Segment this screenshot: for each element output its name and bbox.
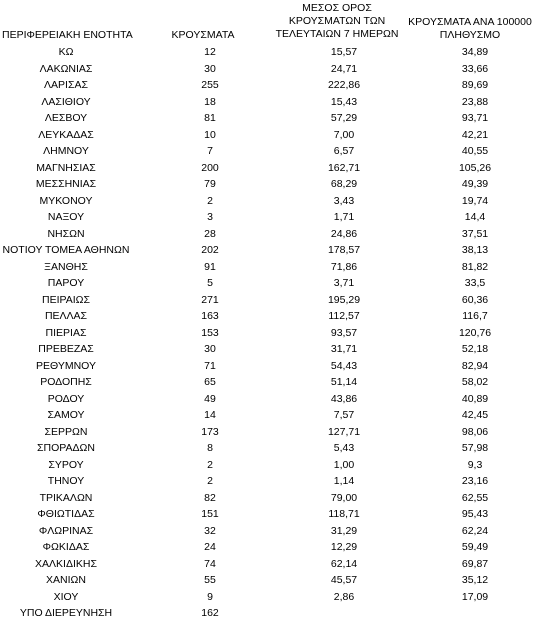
cell-per-100k: 52,18	[461, 343, 489, 356]
cell-cases: 2	[207, 475, 213, 488]
cell-region: ΧΑΝΙΩΝ	[46, 574, 86, 587]
cell-cases: 74	[204, 557, 216, 570]
cell-per-100k: 23,88	[461, 95, 489, 108]
cell-per-100k: 42,45	[461, 409, 489, 422]
table-row	[0, 275, 541, 292]
header-avg-line3: ΤΕΛΕΥΤΑΙΩΝ 7 ΗΜΕΡΩΝ	[275, 28, 399, 40]
cell-cases: 7	[207, 145, 213, 158]
header-avg-line1: ΜΕΣΟΣ ΟΡΟΣ	[302, 2, 372, 14]
cell-7day-average: 31,71	[330, 343, 358, 356]
cell-cases: 12	[204, 46, 216, 59]
cell-region: ΠΑΡΟΥ	[47, 277, 85, 290]
table-row	[0, 325, 541, 342]
header-cases: ΚΡΟΥΣΜΑΤΑ	[171, 29, 235, 41]
cell-7day-average: 162,71	[327, 161, 361, 174]
cell-per-100k: 89,69	[461, 79, 489, 92]
cell-7day-average: 15,57	[330, 46, 358, 59]
cell-per-100k: 60,36	[461, 293, 489, 306]
cell-7day-average: 79,00	[330, 491, 358, 504]
cell-per-100k: 81,82	[461, 260, 489, 273]
cell-per-100k: 57,98	[461, 442, 489, 455]
header-per-100k	[402, 16, 538, 42]
cell-per-100k: 14,4	[464, 211, 486, 224]
cell-region: ΛΑΣΙΘΙΟΥ	[41, 95, 91, 108]
cell-region: ΣΑΜΟΥ	[47, 409, 85, 422]
cell-7day-average: 178,57	[327, 244, 361, 257]
cell-7day-average: 222,86	[327, 79, 361, 92]
cell-per-100k: 33,5	[464, 277, 486, 290]
header-per-line2: ΠΛΗΘΥΣΜΟ	[439, 29, 501, 41]
table-row	[0, 523, 541, 540]
cell-cases: 200	[201, 161, 219, 174]
cell-7day-average: 62,14	[330, 557, 358, 570]
table-row	[0, 506, 541, 523]
cell-per-100k: 23,16	[461, 475, 489, 488]
table-row	[0, 424, 541, 441]
cell-per-100k: 37,51	[461, 227, 489, 240]
cell-region: ΦΛΩΡΙΝΑΣ	[38, 524, 94, 537]
cell-per-100k: 62,55	[461, 491, 489, 504]
cell-cases: 255	[201, 79, 219, 92]
cell-cases: 3	[207, 211, 213, 224]
cell-7day-average: 68,29	[330, 178, 358, 191]
cell-region: ΡΟΔΟΥ	[47, 392, 85, 405]
cell-region: ΛΕΥΚΑΔΑΣ	[38, 128, 94, 141]
table-row	[0, 242, 541, 259]
table-row	[0, 341, 541, 358]
cell-per-100k: 116,7	[462, 310, 488, 323]
cell-per-100k: 120,76	[458, 326, 492, 339]
cell-cases: 65	[204, 376, 216, 389]
table-row	[0, 127, 541, 144]
header-region: ΠΕΡΙΦΕΡΕΙΑΚΗ ΕΝΟΤΗΤΑ	[2, 29, 133, 41]
cell-region: ΠΕΙΡΑΙΩΣ	[42, 293, 90, 306]
cell-per-100k: 98,06	[461, 425, 489, 438]
cell-region: ΡΟΔΟΠΗΣ	[40, 376, 92, 389]
cell-7day-average: 54,43	[330, 359, 358, 372]
cell-per-100k: 105,26	[458, 161, 492, 174]
cell-7day-average: 71,86	[330, 260, 358, 273]
cell-region: ΠΡΕΒΕΖΑΣ	[38, 343, 94, 356]
cell-per-100k: 19,74	[461, 194, 489, 207]
table-row	[0, 358, 541, 375]
cell-cases: 28	[204, 227, 216, 240]
cell-region: ΧΙΟΥ	[53, 590, 79, 603]
cell-region: ΤΗΝΟΥ	[47, 475, 85, 488]
table-row	[0, 77, 541, 94]
cell-region: ΜΑΓΝΗΣΙΑΣ	[36, 161, 96, 174]
cell-7day-average: 1,71	[333, 211, 355, 224]
table-row	[0, 193, 541, 210]
cell-region: ΤΡΙΚΑΛΩΝ	[39, 491, 93, 504]
table-row	[0, 589, 541, 606]
table-row	[0, 391, 541, 408]
header-per-line1: ΚΡΟΥΣΜΑΤΑ ΑΝΑ 100000	[408, 16, 532, 28]
cell-per-100k: 82,94	[461, 359, 489, 372]
cell-cases: 151	[201, 508, 219, 521]
cell-7day-average: 112,57	[328, 310, 360, 323]
cell-region: ΦΩΚΙΔΑΣ	[42, 541, 90, 554]
cell-per-100k: 40,89	[461, 392, 489, 405]
table-row	[0, 259, 541, 276]
cell-per-100k: 62,24	[461, 524, 489, 537]
cell-region: ΝΑΞΟΥ	[47, 211, 85, 224]
cell-7day-average: 7,00	[333, 128, 355, 141]
table-row	[0, 473, 541, 490]
cell-per-100k: 40,55	[461, 145, 489, 158]
cell-region: ΦΘΙΩΤΙΔΑΣ	[37, 508, 95, 521]
table-body	[0, 44, 541, 622]
cell-region: ΛΑΚΩΝΙΑΣ	[39, 62, 93, 75]
cell-region: ΧΑΛΚΙΔΙΚΗΣ	[35, 557, 97, 570]
cell-region: ΜΕΣΣΗΝΙΑΣ	[35, 178, 97, 191]
cell-cases: 49	[204, 392, 216, 405]
cell-per-100k: 49,39	[461, 178, 489, 191]
cell-cases: 163	[201, 310, 219, 323]
cell-7day-average: 195,29	[327, 293, 361, 306]
cell-cases: 5	[207, 277, 213, 290]
table-row	[0, 61, 541, 78]
cell-region: ΣΠΟΡΑΔΩΝ	[37, 442, 95, 455]
cell-cases: 55	[204, 574, 216, 587]
table-row	[0, 176, 541, 193]
cell-per-100k: 58,02	[461, 376, 489, 389]
table-row	[0, 292, 541, 309]
cell-per-100k: 95,43	[461, 508, 489, 521]
table-row	[0, 556, 541, 573]
cell-cases: 91	[204, 260, 216, 273]
cell-cases: 18	[204, 95, 216, 108]
cell-region: ΛΑΡΙΣΑΣ	[44, 79, 88, 92]
cell-region: ΠΙΕΡΙΑΣ	[45, 326, 87, 339]
cell-cases: 30	[204, 62, 216, 75]
cell-cases: 32	[204, 524, 216, 537]
cell-region: ΣΕΡΡΩΝ	[44, 425, 88, 438]
cell-7day-average: 43,86	[330, 392, 358, 405]
cell-7day-average: 12,29	[330, 541, 358, 554]
cell-region: ΣΥΡΟΥ	[48, 458, 84, 471]
table-row	[0, 226, 541, 243]
header-7day-average	[262, 2, 412, 41]
cell-cases: 2	[207, 194, 213, 207]
cell-cases: 8	[207, 442, 213, 455]
cell-region: ΞΑΝΘΗΣ	[44, 260, 88, 273]
table-row	[0, 605, 541, 622]
cell-per-100k: 9,3	[467, 458, 483, 471]
cell-region: ΝΗΣΩΝ	[47, 227, 85, 240]
header-avg-line2: ΚΡΟΥΣΜΑΤΩΝ ΤΩΝ	[288, 15, 386, 27]
cell-region: ΡΕΘΥΜΝΟΥ	[35, 359, 96, 372]
cell-per-100k: 34,89	[461, 46, 489, 59]
table-row	[0, 440, 541, 457]
table-row	[0, 44, 541, 61]
cell-cases: 271	[201, 293, 219, 306]
cell-per-100k: 59,49	[461, 541, 489, 554]
cell-cases: 79	[204, 178, 216, 191]
cell-cases: 162	[201, 607, 219, 620]
table-row	[0, 308, 541, 325]
cell-7day-average: 24,86	[330, 227, 358, 240]
cell-7day-average: 31,29	[330, 524, 358, 537]
table-row	[0, 209, 541, 226]
cell-region: ΝΟΤΙΟΥ ΤΟΜΕΑ ΑΘΗΝΩΝ	[2, 244, 130, 257]
cell-region: ΛΗΜΝΟΥ	[43, 145, 89, 158]
table-row	[0, 374, 541, 391]
cell-per-100k: 69,87	[461, 557, 489, 570]
cell-7day-average: 15,43	[330, 95, 358, 108]
cell-cases: 153	[201, 326, 219, 339]
cell-7day-average: 6,57	[333, 145, 355, 158]
cell-cases: 10	[204, 128, 216, 141]
cell-cases: 24	[204, 541, 216, 554]
table-row	[0, 539, 541, 556]
table-row	[0, 457, 541, 474]
cell-cases: 30	[204, 343, 216, 356]
cell-cases: 71	[204, 359, 216, 372]
cell-7day-average: 7,57	[333, 409, 355, 422]
cell-region: ΜΥΚΟΝΟΥ	[39, 194, 93, 207]
table-row	[0, 407, 541, 424]
cell-7day-average: 1,14	[333, 475, 355, 488]
cell-cases: 81	[204, 112, 216, 125]
table-row	[0, 160, 541, 177]
cell-7day-average: 5,43	[333, 442, 355, 455]
cell-region: ΛΕΣΒΟΥ	[44, 112, 88, 125]
cell-7day-average: 2,86	[333, 590, 355, 603]
cell-7day-average: 3,43	[333, 194, 355, 207]
cell-per-100k: 17,09	[461, 590, 489, 603]
cell-7day-average: 127,71	[327, 425, 361, 438]
cell-7day-average: 57,29	[330, 112, 358, 125]
cell-7day-average: 118,71	[328, 508, 360, 521]
cell-cases: 82	[204, 491, 216, 504]
cell-7day-average: 51,14	[330, 376, 358, 389]
cell-cases: 173	[201, 425, 219, 438]
cell-per-100k: 35,12	[461, 574, 489, 587]
cell-cases: 2	[207, 458, 213, 471]
cell-region: ΚΩ	[58, 46, 74, 59]
cell-per-100k: 38,13	[461, 244, 489, 257]
cell-7day-average: 1,00	[333, 458, 355, 471]
cell-per-100k: 93,71	[461, 112, 489, 125]
cell-per-100k: 33,66	[461, 62, 489, 75]
cell-region: ΥΠΟ ΔΙΕΡΕΥΝΗΣΗ	[19, 607, 113, 620]
table-row	[0, 143, 541, 160]
cell-cases: 202	[201, 244, 219, 257]
table-row	[0, 110, 541, 127]
cell-cases: 9	[207, 590, 213, 603]
cell-7day-average: 93,57	[330, 326, 358, 339]
cell-cases: 14	[204, 409, 216, 422]
cell-per-100k: 42,21	[461, 128, 489, 141]
cell-region: ΠΕΛΛΑΣ	[44, 310, 88, 323]
table-row	[0, 94, 541, 111]
cell-7day-average: 45,57	[330, 574, 358, 587]
cell-7day-average: 24,71	[330, 62, 358, 75]
cell-7day-average: 3,71	[333, 277, 355, 290]
table-row	[0, 572, 541, 589]
table-row	[0, 490, 541, 507]
